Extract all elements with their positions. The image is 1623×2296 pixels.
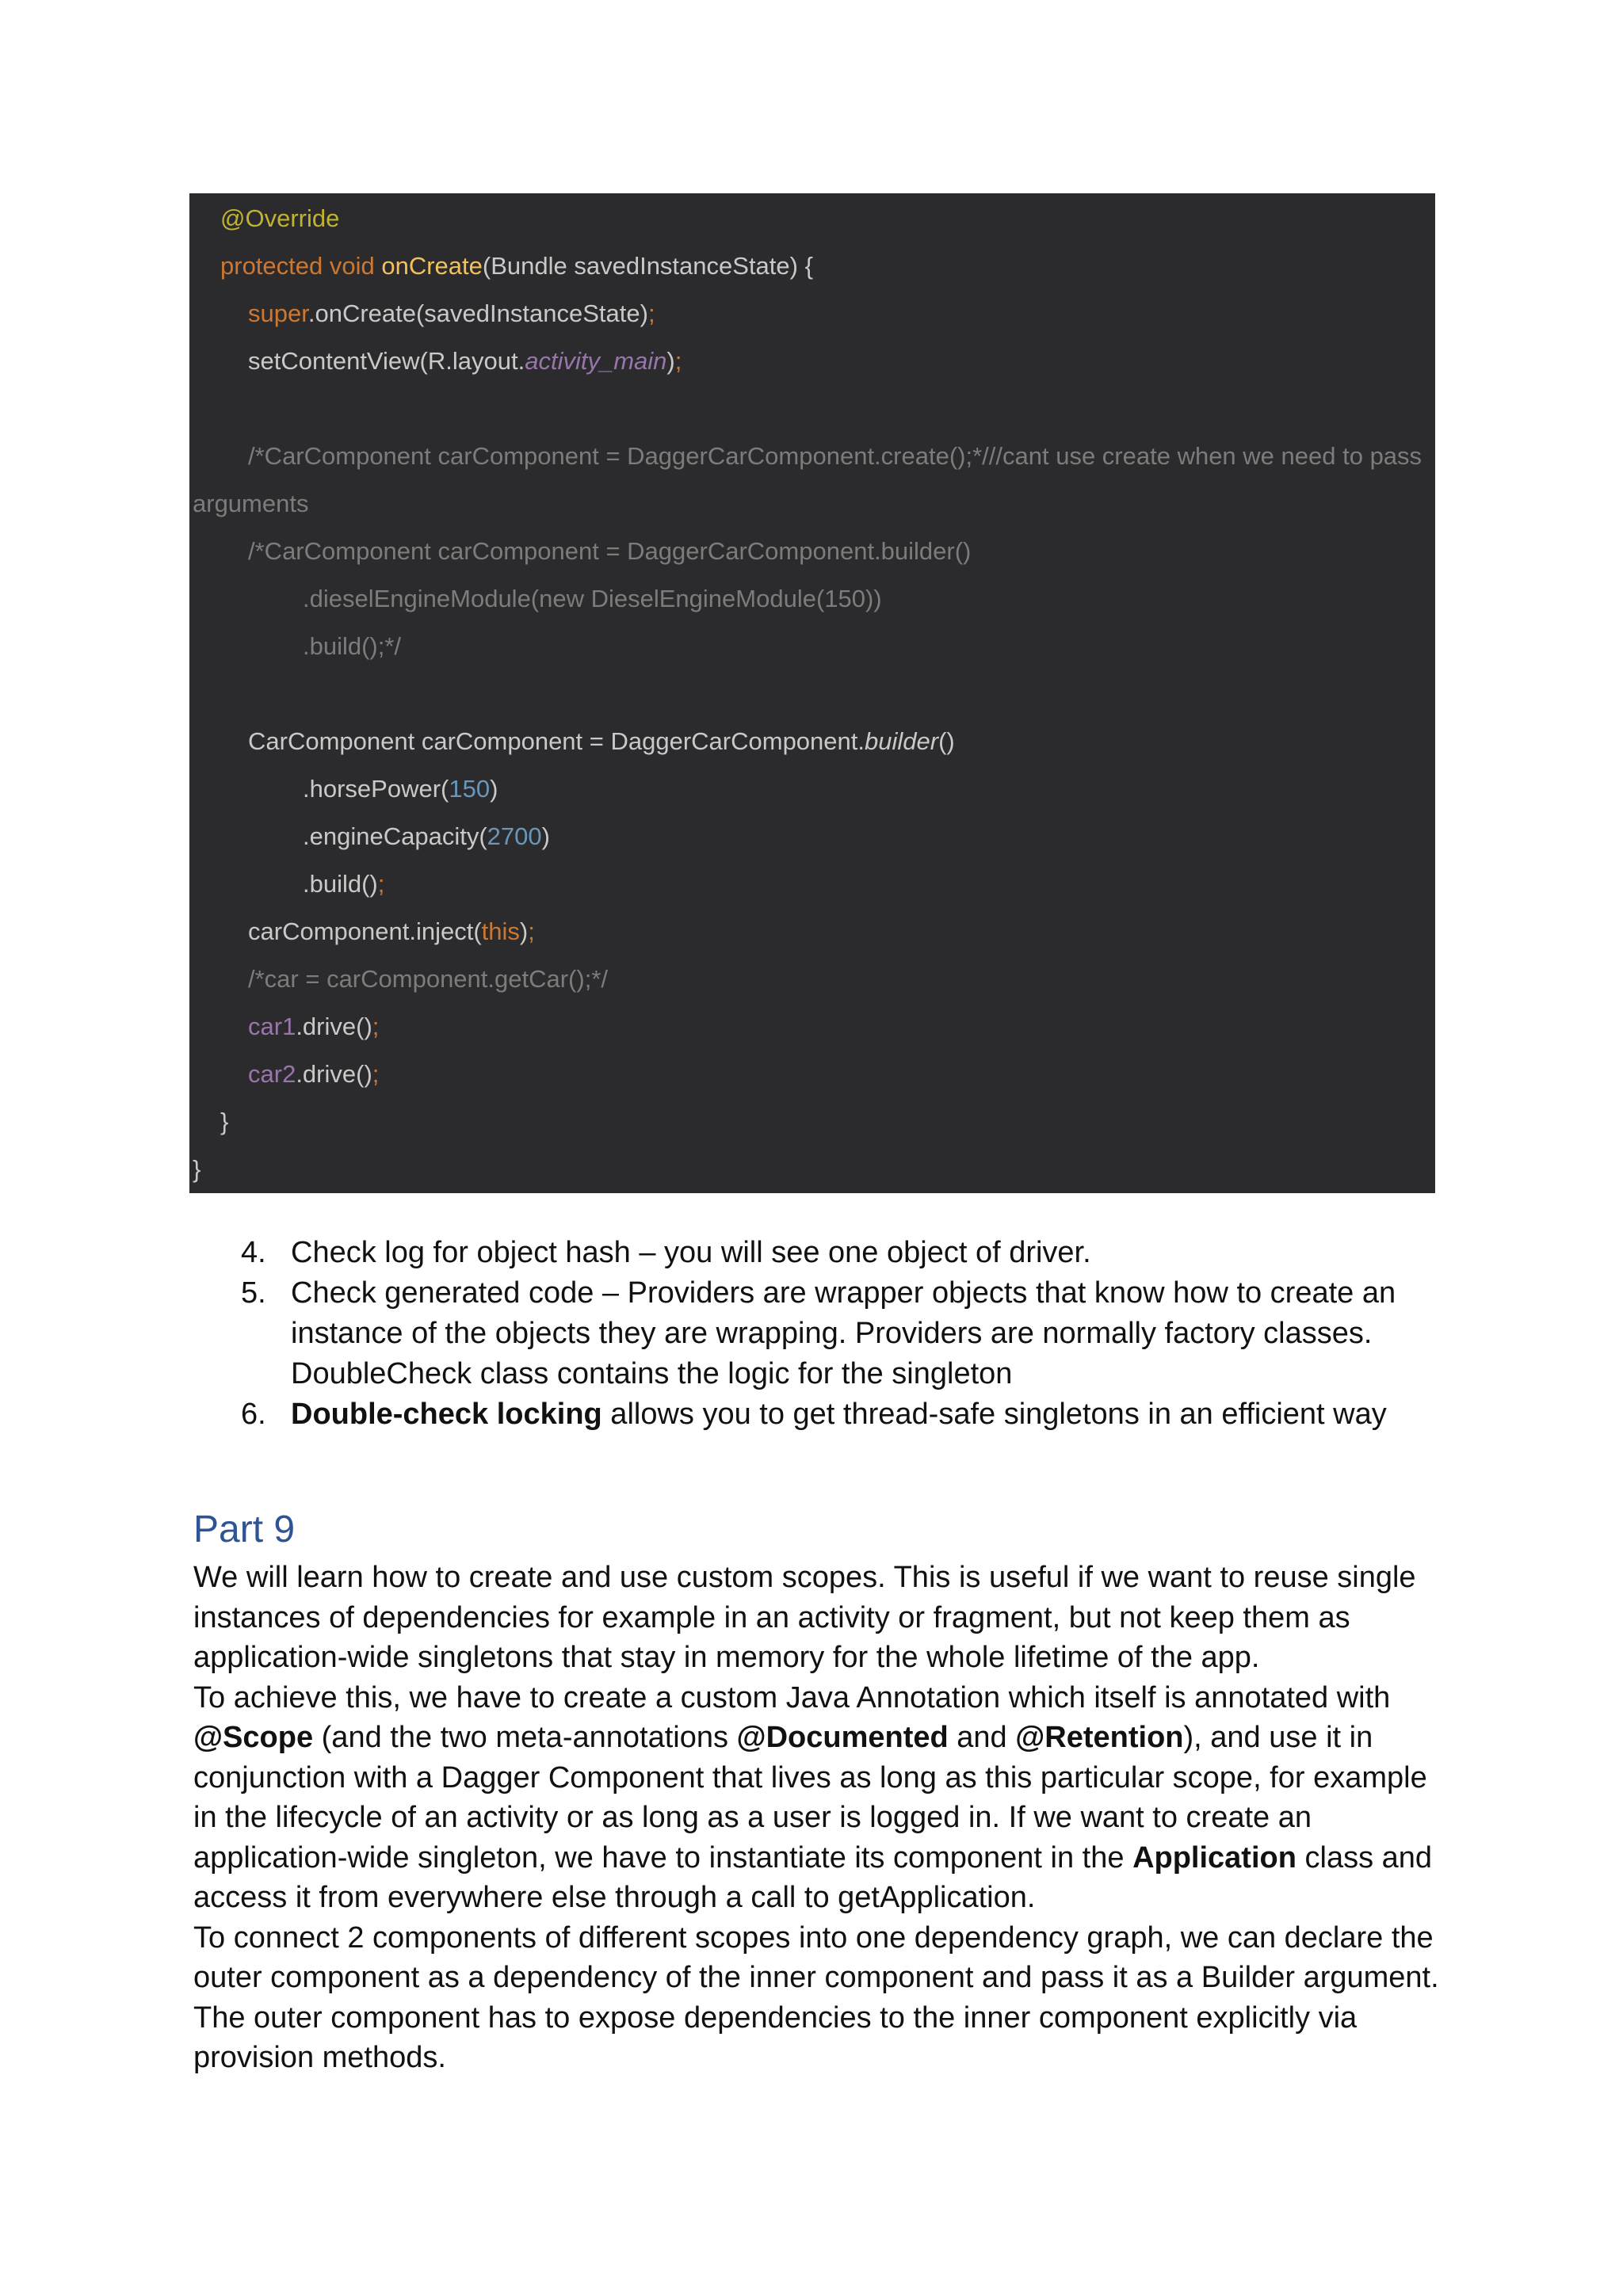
bold-term: @Scope xyxy=(193,1721,314,1754)
code-line xyxy=(220,242,813,290)
section-body xyxy=(193,1558,1445,2078)
code-token: protected void xyxy=(220,252,382,280)
code-token: car2 xyxy=(248,1060,296,1088)
code-token: .dieselEngineModule(new DieselEngineModule(150)) xyxy=(303,585,882,612)
code-token: ) xyxy=(490,775,498,803)
code-token: (Bundle savedInstanceState) { xyxy=(482,252,813,280)
bold-term: @Documented xyxy=(736,1721,949,1754)
code-token: .drive() xyxy=(296,1060,372,1088)
code-token: ; xyxy=(377,870,385,898)
code-token: /*CarComponent carComponent = DaggerCarComponent.create();*///cant use create when we need to pass xyxy=(248,442,1423,470)
code-line xyxy=(193,1146,200,1193)
list-item: 4. Check log for object hash – you will see one object of driver. xyxy=(241,1236,1091,1269)
bold-term: @Retention xyxy=(1015,1721,1184,1754)
code-token: CarComponent carComponent = DaggerCarComponent. xyxy=(248,727,865,755)
code-line xyxy=(248,955,608,1003)
code-token: () xyxy=(938,727,955,755)
code-token: super xyxy=(248,299,308,327)
code-line xyxy=(303,813,550,860)
paragraph: We will learn how to create and use custom scopes. This is useful if we want to reuse single instances of dependencies for example in an activity or fragment, but not keep them as application-wide singletons that stay in memory for the whole lifetime of the app. xyxy=(193,1561,1416,1674)
code-token: ; xyxy=(528,917,535,945)
code-token: builder xyxy=(865,727,939,755)
code-line xyxy=(303,860,384,908)
code-token: 150 xyxy=(449,775,491,803)
list-item-text: Check generated code – Providers are wrapper objects that know how to create an instance of the objects they are wrapping. Providers are normally factory classes. DoubleCheck class contains the logic for the singleton xyxy=(291,1276,1396,1390)
code-block xyxy=(189,193,1435,1193)
list-item-text: Check log for object hash – you will see one object of driver. xyxy=(291,1236,1091,1269)
code-token: .onCreate(savedInstanceState) xyxy=(307,299,648,327)
paragraph: To achieve this, we have to create a custom Java Annotation which itself is annotated with @Scope (and the two meta-annotations @Documented and @Retention), and use it in conjunction with a Dagger Component that lives as long as this particular scope, for example in the lifecycle of an activity or as long as a user is logged in. If we want to create an application-wide singleton, we have to instantiate its component in the Application class and access it from everywhere else through a call to getApplication. xyxy=(193,1680,1433,1914)
bold-term: Application xyxy=(1132,1840,1296,1875)
code-token: 2700 xyxy=(487,822,542,850)
code-line xyxy=(248,908,535,955)
list-item: 5. Check generated code – Providers are wrapper objects that know how to create an instance of the objects they are wrapping. Providers are normally factory classes. DoubleCheck class contains the logic for the singleton xyxy=(241,1276,1396,1390)
code-line xyxy=(303,623,401,670)
code-token: ) xyxy=(541,822,550,850)
code-line xyxy=(220,1098,228,1146)
code-token: .horsePower( xyxy=(303,775,449,803)
code-line xyxy=(248,290,655,338)
code-line xyxy=(303,765,498,813)
code-token: carComponent.inject( xyxy=(248,917,482,945)
code-token: setContentView(R.layout. xyxy=(248,347,525,375)
code-token: /*car = carComponent.getCar();*/ xyxy=(248,965,608,993)
code-token: @Override xyxy=(220,204,340,232)
list-item-text: allows you to get thread-safe singletons in an efficient way xyxy=(601,1398,1387,1431)
code-line xyxy=(303,575,882,623)
bold-term: Double-check locking xyxy=(291,1398,602,1431)
code-line xyxy=(248,528,971,575)
code-token: /*CarComponent carComponent = DaggerCarComponent.builder() xyxy=(248,537,972,565)
code-token: ) xyxy=(519,917,529,945)
code-line xyxy=(248,1051,379,1098)
code-line xyxy=(248,338,682,385)
code-line xyxy=(248,1003,379,1051)
code-token: ; xyxy=(647,299,655,327)
code-token: activity_main xyxy=(525,347,667,375)
code-token: ; xyxy=(674,347,682,375)
code-token: ; xyxy=(372,1060,380,1088)
paragraph: To connect 2 components of different scopes into one dependency graph, we can declare the outer component as a dependency of the inner component and pass it as a Builder argument. The outer component has to expose dependencies to the inner component explicitly via provision methods. xyxy=(193,1920,1439,2074)
code-token: onCreate xyxy=(381,252,483,280)
code-token: .build();*/ xyxy=(303,632,402,660)
list-item: 6. Double-check locking allows you to get thread-safe singletons in an efficient way xyxy=(241,1398,1387,1431)
code-line xyxy=(193,480,308,528)
code-token: .drive() xyxy=(296,1013,372,1040)
code-token: .build() xyxy=(303,870,378,898)
steps-list xyxy=(241,1233,1445,1435)
code-token: ) xyxy=(666,347,675,375)
code-line xyxy=(248,718,955,765)
code-token: car1 xyxy=(248,1013,296,1040)
code-token: arguments xyxy=(193,490,309,517)
code-line xyxy=(248,433,1422,480)
code-token: ; xyxy=(372,1013,380,1040)
code-token: } xyxy=(220,1108,229,1135)
code-token: this xyxy=(481,917,520,945)
code-token: .engineCapacity( xyxy=(303,822,487,850)
section-heading: Part 9 xyxy=(193,1508,296,1550)
code-token: } xyxy=(193,1155,201,1183)
code-line xyxy=(220,195,339,242)
